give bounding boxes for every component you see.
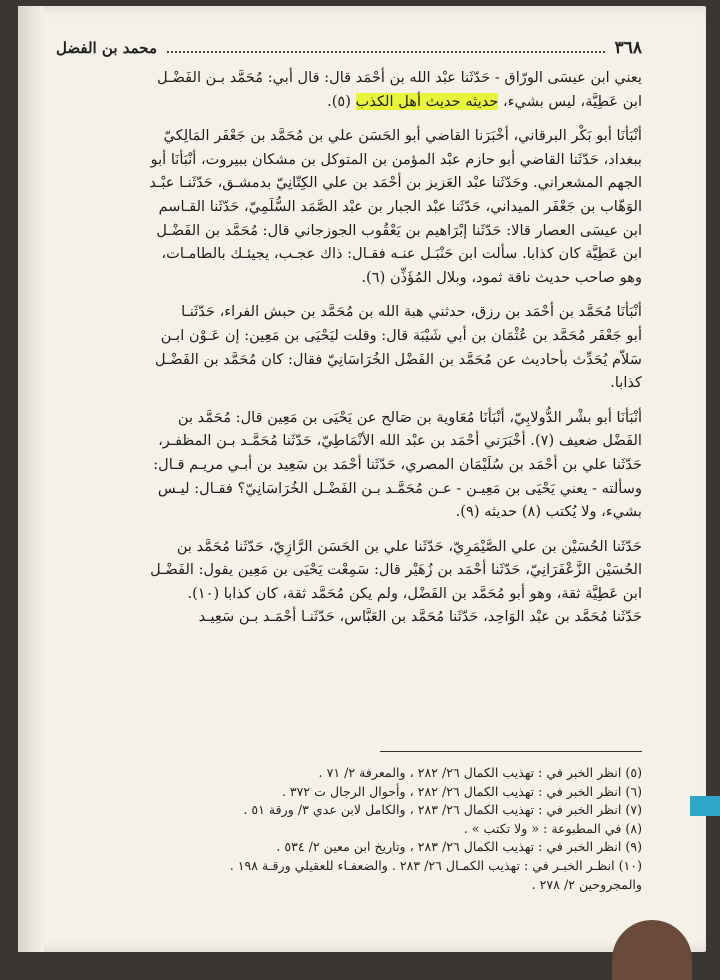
text-line: وسألته - يعني يَحْيَى بن مَعِيـن - عـن مُحَمَّـد بـن الفَضْـل الخُرَاسَانِيّ؟ فقـال: ليـس <box>157 479 642 497</box>
text-line: ابن عيسَى العصار قالا: حَدّثَنا إبْرَاهيم بن يَعْقُوب الجوزجاني قال: مُحَمَّد بن الفَضْـل <box>156 221 642 239</box>
text-line: كذابا. <box>610 374 642 392</box>
footnote-separator <box>380 751 642 752</box>
bookmark-tab <box>690 796 720 816</box>
text-line: أبو جَعْفَر مُحَمَّد بن عُثْمَان بن أبي شَيْبَة قال: وقلت ليَحْيَى بن مَعِين: إن عَـوْن ابـن <box>160 326 642 344</box>
paragraph <box>56 124 642 289</box>
text-line: حَدّثَنا علي بن أحْمَد بن سُلَيْمَان المصري، حَدّثَنا أحْمَد بن سَعِيد بن أبـي مريـم قـال: <box>153 455 642 473</box>
text-line: حَدّثَنا مُحَمَّد بن عبْد الوَاحِد، حَدّثَنا مُحَمَّد بن العَبَّاس، حَدّثَنـا أحْمَـد بـن سَعِيـد <box>198 608 642 626</box>
text-line: الوَهّاب بن جَعْفَر الميداني، حَدّثَنا عبْد الجبار بن عبْد الصَّمَد السُّلَمِيّ، حَدّثَنا القـاسم <box>158 197 642 215</box>
footnote: (١٠) انظـر الخبـر في : تهذيب الكمـال ٢٦/ ٢٨٣ . والضعفـاء للعقيلي ورقـة ١٩٨ . <box>229 857 642 873</box>
text-line: ابن عَطِيَّة، ليس بشيء، حديثه حديث أهل الكذب (٥). <box>327 92 642 110</box>
text-line: حَدّثَنا الحُسَيْن بن علي الصَّيْمَرِيّ، حَدّثَنا علي بن الحَسَن الرَّازِيّ، حَدّثَنا مُحَمَّد بن <box>176 537 642 555</box>
text-line: الفَضْل ضعيف (٧). أخْبَرَني أحْمَد بن عبْد الله الأنْمَاطِيّ، حَدّثَنا مُحَمَّـد بـن المظفـر، <box>158 432 642 450</box>
footnote: (٩) انظر الخبر في : تهذيب الكمال ٢٦/ ٢٨٣ ، وتاريخ ابن معين ٢/ ٥٣٤ . <box>276 839 642 855</box>
text-line: الجهم المشعراني. وحَدّثَنا عبْد العَزيز بن أحْمَد بن علي الكِتّانِيّ بدمشـق، حَدّثَنـا عبْـد <box>149 174 642 192</box>
paragraph <box>56 535 642 629</box>
paragraph <box>56 66 642 113</box>
main-text <box>56 66 642 640</box>
page-gutter <box>18 6 44 952</box>
footnote: والمجروحين ٢/ ٢٧٨ . <box>531 876 642 892</box>
running-title: محمد بن الفضل <box>56 39 157 57</box>
footnote: (٧) انظر الخبر في : تهذيب الكمال ٢٦/ ٢٨٣ ، والكامل لابن عدي ٣/ ورقة ٥١ . <box>243 802 642 818</box>
footnote: (٦) انظر الخبر في : تهذيب الكمال ٢٦/ ٢٨٢ ، وأحوال الرجال ت ٣٧٢ . <box>281 783 642 799</box>
text-line: أنْبَأنَا أبو بَكْر البرقاني، أخْبَرَنا القاضي أبو الحَسَن علي بن مُحَمَّد بن جَعْفَر المَالِكيّ <box>163 127 642 145</box>
text-line: ابن عَطِيَّة كان كذابا. سألت ابن حَنْبَـل عنـه فقـال: ذاك عجـب، يجيئـك بالطامـات، <box>161 245 642 263</box>
text-line: الحُسَيْن الزَّعْفَرَانِيّ، حَدّثَنا أحْمَد بن زُهَيْر قال: سَمِعْت يَحْيَى بن مَعِين يقول: الفَضْـل <box>150 561 642 579</box>
paragraph <box>56 300 642 394</box>
footnote: (٨) في المطبوعة : « ولا تكتب » . <box>463 820 642 836</box>
header-dot-leader <box>167 39 605 53</box>
footnotes <box>56 764 642 894</box>
text-line: يعني ابن عيسَى الورّاق - حَدّثَنا عبْد الله بن أحْمَد قال: قال أبي: مُحَمَّد بـن الفَضْـل <box>157 69 642 86</box>
text-line: وهو صاحب حديث ناقة ثمود، وبلال المُؤَذِّن (٦). <box>361 268 642 286</box>
highlighted-text: حديثه حديث أهل الكذب <box>355 92 499 110</box>
text-line: سَلاّم يُحَدِّث بأحاديث عن مُحَمَّد بن الفَضْل الخُرَاسَانِيّ فقال: كان مُحَمَّد بن الفَضْـل <box>154 350 642 368</box>
page-header <box>56 38 642 60</box>
text-line: ببغداد، حَدّثَنا القاضي أبو حازم عبْد المؤمن بن المتوكل بن مشكان ببيروت، أنْبَأنَا أبو <box>150 150 642 168</box>
paragraph <box>56 406 642 524</box>
text-line: أنْبَأنَا مُحَمَّد بن أحْمَد بن رزق، حدثني هبة الله بن مُحَمَّد بن حبش الفراء، حَدّثَنـا <box>181 303 642 321</box>
page-number: ٣٦٨ <box>614 38 642 58</box>
text-line: أنْبَأنَا أبو بشْر الدُّولابِيّ، أنْبَأنَا مُعَاوية بن صَالح عن يَحْيَى بن مَعِين قال: مُحَمَّد بن <box>177 408 642 426</box>
text-line: بشيء، ولا يُكتب (٨) حديثه (٩). <box>455 503 642 521</box>
text-line: ابن عَطِيَّة ثقة، وهو أبو مُحَمَّد بن الفَضْل، ولم يكن مُحَمَّد ثقة، كان كذابا (١٠). <box>187 584 642 602</box>
footnote: (٥) انظر الخبر في : تهذيب الكمال ٢٦/ ٢٨٢ ، والمعرفة ٢/ ٧١ . <box>318 765 642 780</box>
